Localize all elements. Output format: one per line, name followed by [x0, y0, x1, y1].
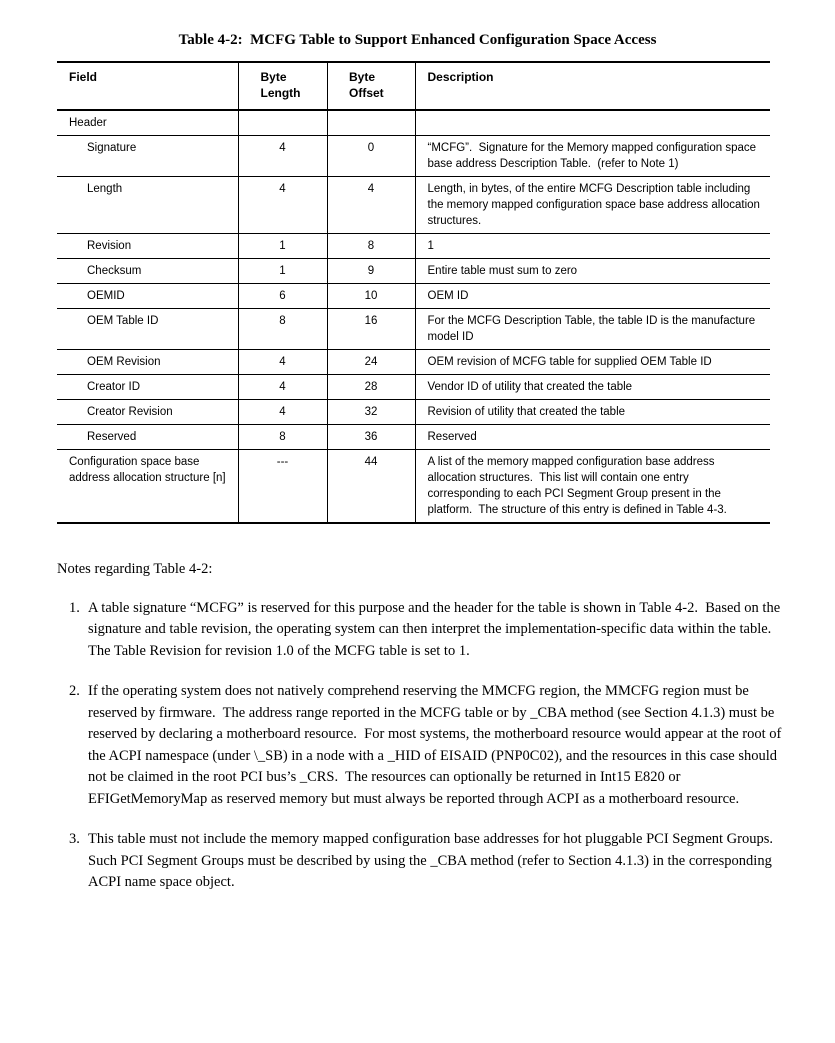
- cell-byte-length: ---: [238, 450, 327, 524]
- table-caption: Table 4-2: MCFG Table to Support Enhanced Configuration Space Access: [178, 32, 657, 48]
- cell-description: Reserved: [415, 425, 770, 450]
- cell-field: Creator ID: [57, 375, 238, 400]
- cell-byte-offset: 44: [327, 450, 415, 524]
- table-row: [57, 425, 770, 450]
- cell-field: OEMID: [57, 284, 238, 309]
- table-row: [57, 309, 770, 350]
- cell-byte-length: 8: [238, 425, 327, 450]
- note-text: This table must not include the memory mapped configuration base addresses for hot pluggable PCI Segment Groups. Such PCI Segment Groups must be described by using the _CBA method (refer to Section 4.1.3) in the corresponding ACPI name space object.: [88, 831, 781, 890]
- cell-byte-offset: [327, 110, 415, 136]
- cell-field: Length: [57, 177, 238, 234]
- table-row: [57, 400, 770, 425]
- note-item-3: [69, 829, 797, 894]
- cell-description: 1: [415, 234, 770, 259]
- cell-description: A list of the memory mapped configuration base address allocation structures. This list will contain one entry corresponding to each PCI Segment Group present in the platform. The structure of this entry is defined in Table 4-3.: [415, 450, 770, 524]
- cell-byte-offset: 16: [327, 309, 415, 350]
- note-number: 3.: [69, 831, 80, 847]
- cell-byte-length: 6: [238, 284, 327, 309]
- mcfg-table-body: [57, 110, 770, 523]
- cell-byte-length: 4: [238, 400, 327, 425]
- cell-byte-offset: 36: [327, 425, 415, 450]
- column-header-byte-offset: Byte Offset: [327, 62, 415, 110]
- cell-byte-length: 1: [238, 259, 327, 284]
- cell-byte-length: 4: [238, 136, 327, 177]
- cell-description: Length, in bytes, of the entire MCFG Description table including the memory mapped configuration space base address allocation structures.: [415, 177, 770, 234]
- cell-description: For the MCFG Description Table, the table ID is the manufacture model ID: [415, 309, 770, 350]
- cell-description: “MCFG”. Signature for the Memory mapped configuration space base address Description Table. (refer to Note 1): [415, 136, 770, 177]
- cell-field: Header: [69, 117, 107, 129]
- cell-byte-offset: 24: [327, 350, 415, 375]
- cell-byte-offset: 0: [327, 136, 415, 177]
- cell-byte-offset: 9: [327, 259, 415, 284]
- cell-byte-length: 8: [238, 309, 327, 350]
- cell-byte-offset: 32: [327, 400, 415, 425]
- table-row: [57, 284, 770, 309]
- table-row: [57, 450, 770, 524]
- cell-field: Revision: [57, 234, 238, 259]
- cell-description: OEM revision of MCFG table for supplied OEM Table ID: [415, 350, 770, 375]
- table-row: [57, 259, 770, 284]
- cell-byte-offset: 8: [327, 234, 415, 259]
- table-row: [57, 136, 770, 177]
- cell-byte-length: 1: [238, 234, 327, 259]
- note-item-2: [69, 681, 797, 810]
- cell-byte-offset: 10: [327, 284, 415, 309]
- note-number: 2.: [69, 683, 80, 699]
- mcfg-table-header: [57, 62, 770, 110]
- cell-byte-length: 4: [238, 177, 327, 234]
- cell-field: Signature: [57, 136, 238, 177]
- note-text: If the operating system does not natively comprehend reserving the MMCFG region, the MMCFG region must be reserved by firmware. The address range reported in the MCFG table or by _CBA method (see Section 4.1.3) must be reserved by declaring a motherboard resource. For most systems, the motherboard resource would appear at the root of the ACPI namespace (under \_SB) in a node with a _HID of EISAID (PNP0C02), and the resources in this case should not be claimed in the root PCI bus’s _CRS. The resources can optionally be returned in Int15 E820 or EFIGetMemoryMap as reserved memory but must always be reported through ACPI as a motherboard resource.: [88, 683, 785, 807]
- column-header-description: Description: [415, 62, 770, 110]
- cell-description: Revision of utility that created the table: [415, 400, 770, 425]
- note-text: A table signature “MCFG” is reserved for this purpose and the header for the table is shown in Table 4-2. Based on the signature and table revision, the operating system can then interpret the implementation-specific data within the table. The Table Revision for revision 1.0 of the MCFG table is set to 1.: [88, 599, 784, 659]
- column-header-field: Field: [57, 62, 238, 110]
- mcfg-table: [57, 61, 770, 524]
- cell-byte-offset: 4: [327, 177, 415, 234]
- table-row: [57, 110, 770, 136]
- table-row: [57, 375, 770, 400]
- cell-byte-offset: 28: [327, 375, 415, 400]
- cell-description: Entire table must sum to zero: [415, 259, 770, 284]
- notes-section: [57, 559, 797, 894]
- column-header-byte-length: Byte Length: [238, 62, 327, 110]
- cell-byte-length: 4: [238, 375, 327, 400]
- cell-field: Checksum: [57, 259, 238, 284]
- table-row: [57, 350, 770, 375]
- cell-byte-length: 4: [238, 350, 327, 375]
- cell-description: OEM ID: [415, 284, 770, 309]
- cell-byte-length: [238, 110, 327, 136]
- cell-field: OEM Revision: [57, 350, 238, 375]
- cell-description: [415, 110, 770, 136]
- header-row: [57, 62, 770, 110]
- cell-field: OEM Table ID: [57, 309, 238, 350]
- table-row: [57, 177, 770, 234]
- table-row: [57, 234, 770, 259]
- cell-field: Reserved: [57, 425, 238, 450]
- notes-header: Notes regarding Table 4-2:: [57, 561, 213, 577]
- cell-description: Vendor ID of utility that created the table: [415, 375, 770, 400]
- note-item-1: [69, 598, 797, 663]
- note-number: 1.: [69, 599, 80, 616]
- cell-field: Creator Revision: [57, 400, 238, 425]
- cell-field: Configuration space base address allocation structure [n]: [57, 450, 238, 524]
